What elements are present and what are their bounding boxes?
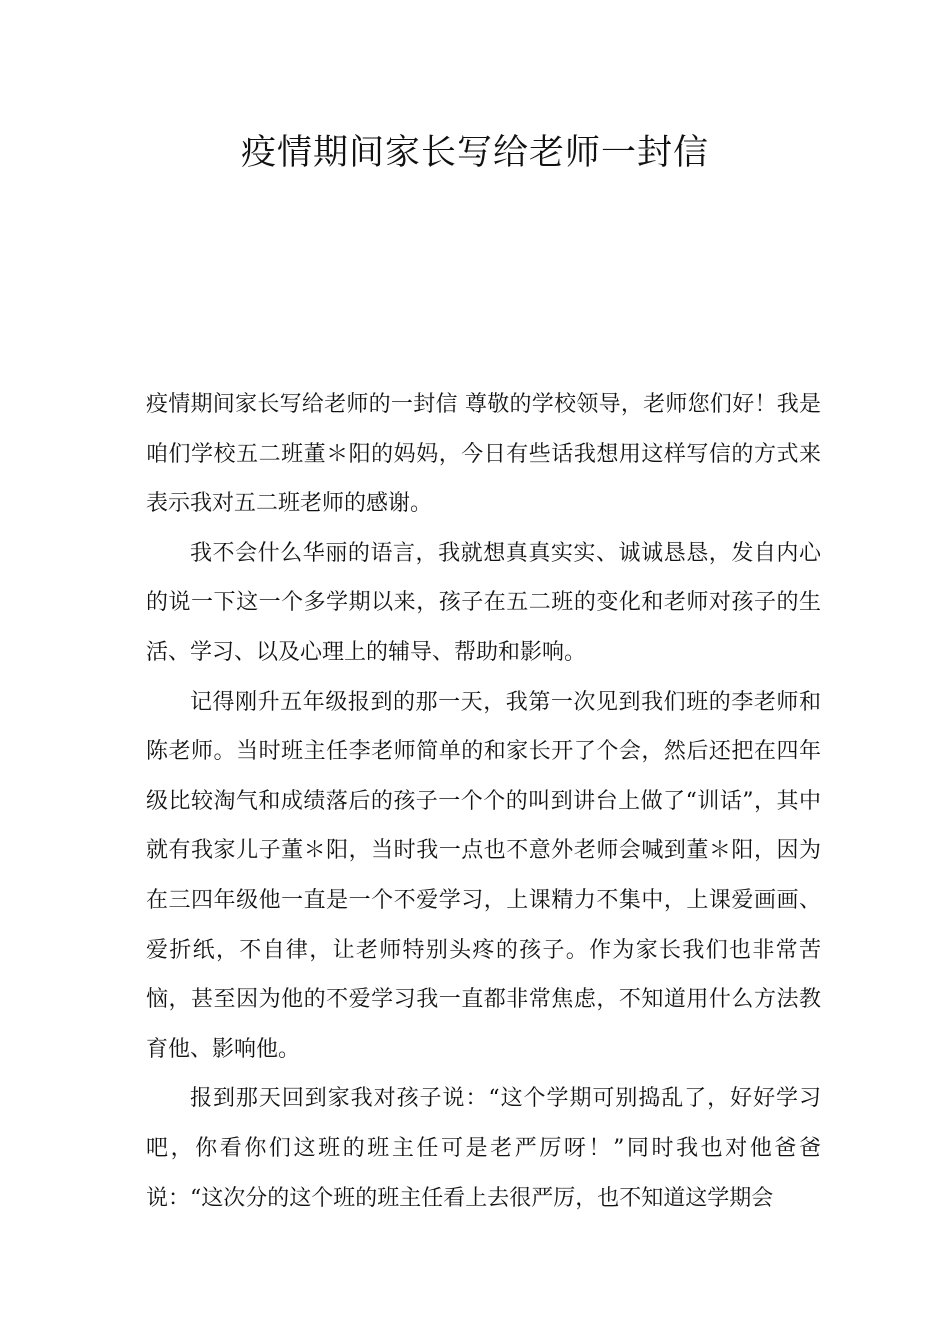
document-body — [146, 380, 821, 1223]
paragraph-1: 疫情期间家长写给老师的一封信 尊敬的学校领导，老师您们好！我是咱们学校五二班董＊阳的妈妈，今日有些话我想用这样写信的方式来表示我对五二班老师的感谢。 — [146, 392, 821, 517]
paragraph-4: 报到那天回到家我对孩子说：“这个学期可别捣乱了，好好学习吧，你看你们这班的班主任可是老严厉呀！”同时我也对他爸爸说：“这次分的这个班的班主任看上去很严厉，也不知道这学期会 — [146, 1086, 821, 1211]
paragraph-3: 记得刚升五年级报到的那一天，我第一次见到我们班的李老师和陈老师。当时班主任李老师简单的和家长开了个会，然后还把在四年级比较淘气和成绩落后的孩子一个个的叫到讲台上做了“训话”，其中就有我家儿子董＊阳，当时我一点也不意外老师会喊到董＊阳，因为在三四年级他一直是一个不爱学习，上课精力不集中，上课爱画画、爱折纸，不自律，让老师特别头疼的孩子。作为家长我们也非常苦恼，甚至因为他的不爱学习我一直都非常焦虑，不知道用什么方法教育他、影响他。 — [146, 689, 821, 1062]
document-title: 疫情期间家长写给老师一封信 — [240, 133, 709, 173]
paragraph-2: 我不会什么华丽的语言，我就想真真实实、诚诚恳恳，发自内心的说一下这一个多学期以来，孩子在五二班的变化和老师对孩子的生活、学习、以及心理上的辅导、帮助和影响。 — [146, 540, 821, 665]
